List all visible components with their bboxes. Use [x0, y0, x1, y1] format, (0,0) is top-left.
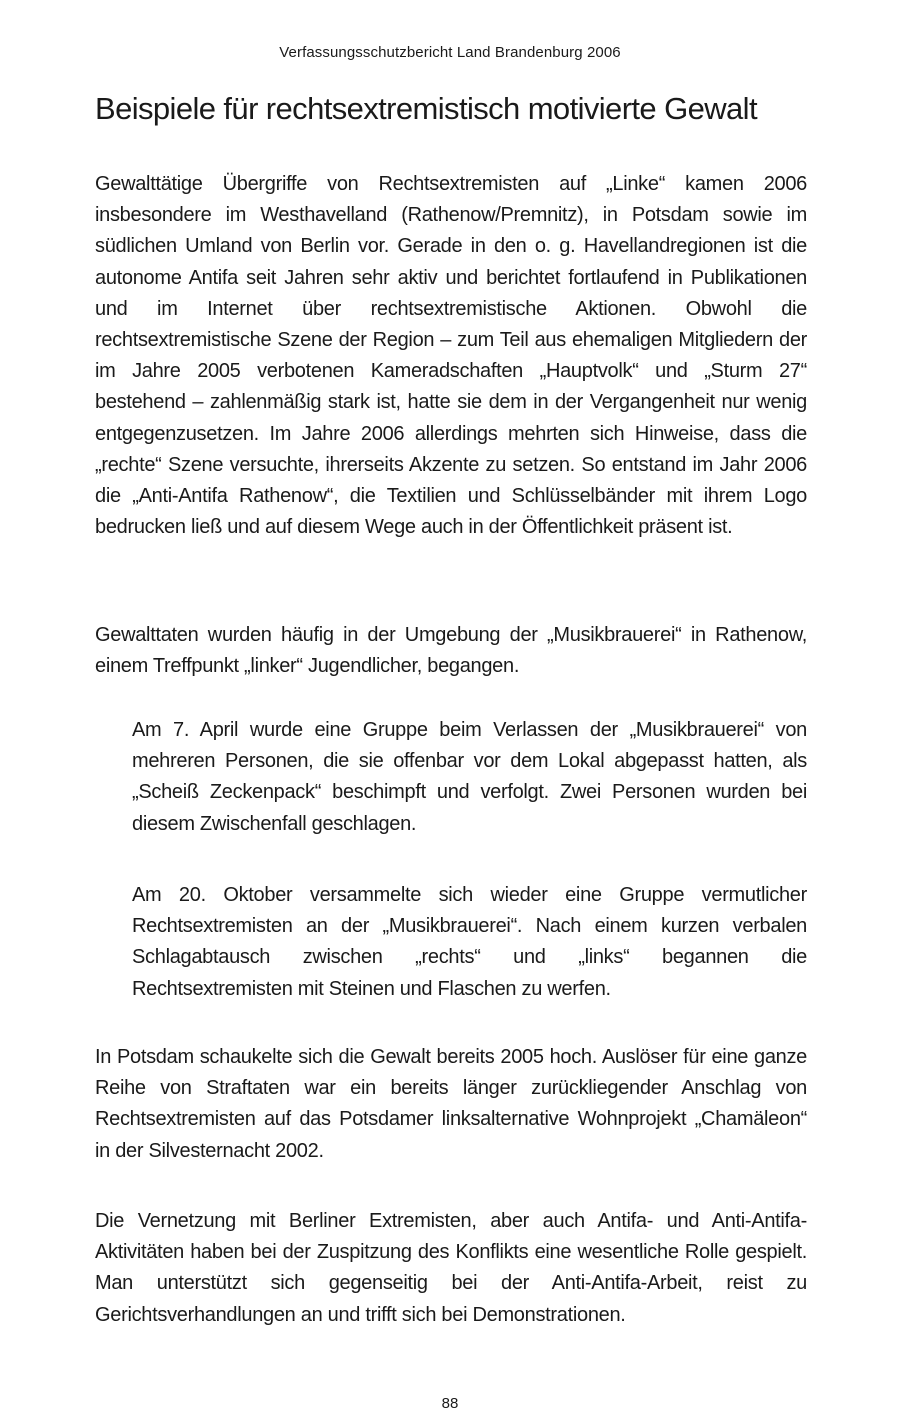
indented-paragraph-1: Am 7. April wurde eine Gruppe beim Verlassen der „Musikbrauerei“ von mehreren Personen, die sie offenbar vor dem Lokal abgepasst hatten, als „Scheiß Zeckenpack“ beschimpft und verfolgt. Zwei Personen wurden bei diesem Zwischenfall geschlagen.: [132, 719, 807, 835]
body-paragraph-3: In Potsdam schaukelte sich die Gewalt bereits 2005 hoch. Auslöser für eine ganze Reihe von Straftaten war ein bereits länger zurückliegender Anschlag von Rechtsextremisten auf das Potsdamer linksalternative Wohnprojekt „Chamäleon“ in der Silvesternacht 2002.: [95, 1046, 807, 1162]
indented-paragraph-2: Am 20. Oktober versammelte sich wieder eine Gruppe vermutlicher Rechtsextremisten an der „Musikbrauerei“. Nach einem kurzen verbalen Schlagabtausch zwischen „rechts“ und „links“ begannen die Rechtsextremisten mit Steinen und Flaschen zu werfen.: [132, 884, 807, 1000]
running-header: Verfassungsschutzbericht Land Brandenburg 2006: [279, 44, 621, 61]
page-number: 88: [441, 1395, 459, 1412]
body-paragraph-4: Die Vernetzung mit Berliner Extremisten, aber auch Antifa- und Anti-Antifa-Aktivitäten haben bei der Zuspitzung des Konflikts eine wesentliche Rolle gespielt. Man unterstützt sich gegenseitig bei der Anti-Antifa-Arbeit, reist zu Gerichtsverhandlungen an und trifft sich bei Demonstrationen.: [95, 1210, 807, 1326]
section-title: Beispiele für rechtsextremistisch motivierte Gewalt: [95, 91, 757, 126]
body-paragraph-2: Gewalttaten wurden häufig in der Umgebung der „Musikbrauerei“ in Rathenow, einem Treffpunkt „linker“ Jugendlicher, begangen.: [95, 624, 807, 678]
body-paragraph-1: Gewalttätige Übergriffe von Rechtsextremisten auf „Linke“ kamen 2006 insbesondere im Westhavelland (Rathenow/Premnitz), in Potsdam sowie im südlichen Umland von Berlin vor. Gerade in den o. g. Havellandregionen ist die autonome Antifa seit Jahren sehr aktiv und berichtet fortlaufend in Publikationen und im Internet über rechtsextremistische Aktionen. Obwohl die rechtsextremistische Szene der Region – zum Teil aus ehemaligen Mitgliedern der im Jahre 2005 verbotenen Kameradschaften „Hauptvolk“ und „Sturm 27“ bestehend – zahlenmäßig stark ist, hatte sie dem in der Vergangenheit nur wenig entgegenzusetzen. Im Jahre 2006 allerdings mehrten sich Hinweise, dass die „rechte“ Szene versuchte, ihrerseits Akzente zu setzen. So entstand im Jahr 2006 die „Anti-Antifa Rathenow“, die Textilien und Schlüsselbänder mit ihrem Logo bedrucken ließ und auf diesem Wege auch in der Öffentlichkeit präsent ist.: [95, 173, 807, 539]
